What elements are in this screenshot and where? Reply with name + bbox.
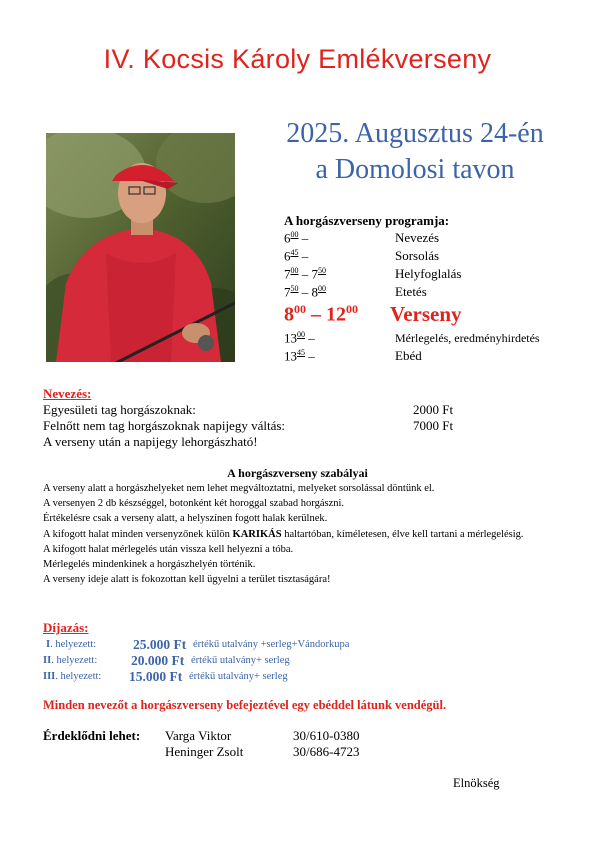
rule-item: A versenyen 2 db készséggel, botonként két horoggal szabad horgászni. (43, 498, 345, 510)
program-row: $7^{00} - 7^{50}$ Helyfoglalás (284, 266, 462, 282)
page-title: IV. Kocsis Károly Emlékverseny (103, 44, 492, 74)
contact-phone: 30/686-4723 (293, 744, 360, 759)
program-activity: Mérlegelés, eredményhirdetés (395, 331, 540, 345)
program-activity: Nevezés (395, 230, 440, 245)
rule-item: A verseny alatt a horgászhelyeket nem lehet megváltoztatni, melyeket sorsolással döntünk el. (43, 483, 435, 494)
event-location: a Domolosi tavon (315, 154, 515, 185)
rules-list (43, 481, 553, 587)
program-row: $6^{00}$ – Nevezés (284, 230, 440, 246)
entry-label: Egyesületi tag horgászoknak: (43, 402, 196, 417)
program-activity: Helyfoglalás (395, 266, 462, 281)
entry-price: 7000 Ft (413, 418, 454, 433)
program-heading: A horgászverseny programja: (284, 213, 450, 228)
program-race-row: $8^{00} - 12^{00}$ Verseny (284, 302, 462, 326)
program-activity: Sorsolás (395, 248, 440, 263)
rule-emphasis: KARIKÁS (232, 528, 282, 540)
contact-label: Érdeklődni lehet: (43, 728, 141, 743)
program-activity: Verseny (390, 302, 462, 326)
contact-name: Heninger Zsolt (165, 744, 244, 759)
prize-amount: 15.000 Ft (129, 669, 183, 684)
contact-phone: 30/610-0380 (293, 728, 360, 743)
prize-amount: 25.000 Ft (133, 637, 187, 652)
entry-label: Felnőtt nem tag horgászoknak napijegy váltás: (43, 418, 286, 433)
invitation-text: Minden nevezőt a horgászverseny befejeztével egy ebéddel látunk vendégül. (43, 698, 447, 712)
contact-name: Varga Viktor (165, 728, 232, 743)
signature: Elnökség (453, 776, 500, 790)
prize-desc: értékű utalvány +serleg+Vándorkupa (193, 639, 350, 650)
rule-item: A verseny ideje alatt is fokozottan kell ügyelni a terület tisztaságára! (43, 574, 331, 586)
entry-price: 2000 Ft (413, 402, 454, 417)
program-activity: Etetés (395, 284, 427, 299)
prize-desc: értékű utalvány+ serleg (189, 671, 288, 682)
program-row: $7^{50} - 8^{00}$ Etetés (284, 284, 427, 300)
program-row: $13^{00}$ – Mérlegelés, eredményhirdetés (284, 330, 540, 346)
entry-heading: Nevezés: (43, 386, 92, 401)
entry-note: A verseny után a napijegy lehorgászható! (43, 434, 258, 449)
rule-item: Mérlegelés mindenkinek a horgászhelyén történik. (43, 559, 256, 571)
program-activity: Ebéd (395, 348, 422, 363)
rules-heading: A horgászverseny szabályai (227, 466, 368, 480)
rule-item: Értékelésre csak a verseny alatt, a helyszínen fogott halak kerülnek. (43, 513, 328, 525)
prize-desc: értékű utalvány+ serleg (191, 655, 290, 666)
rule-item: A kifogott halat mérlegelés után vissza kell helyezni a tóba. (43, 543, 294, 555)
rule-item: A kifogott halat minden versenyzőnek külön KARIKÁS haltartóban, kíméletesen, élve kell tartani a mérlegelésig. (43, 528, 524, 540)
program-row: $6^{45}$ – Sorsolás (284, 248, 440, 264)
event-date: 2025. Augusztus 24-én (286, 118, 544, 149)
prizes-heading: Díjazás: (43, 620, 89, 635)
program-row: $13^{45}$ – Ebéd (284, 348, 422, 364)
angler-photo (46, 133, 235, 362)
prize-amount: 20.000 Ft (131, 653, 185, 668)
